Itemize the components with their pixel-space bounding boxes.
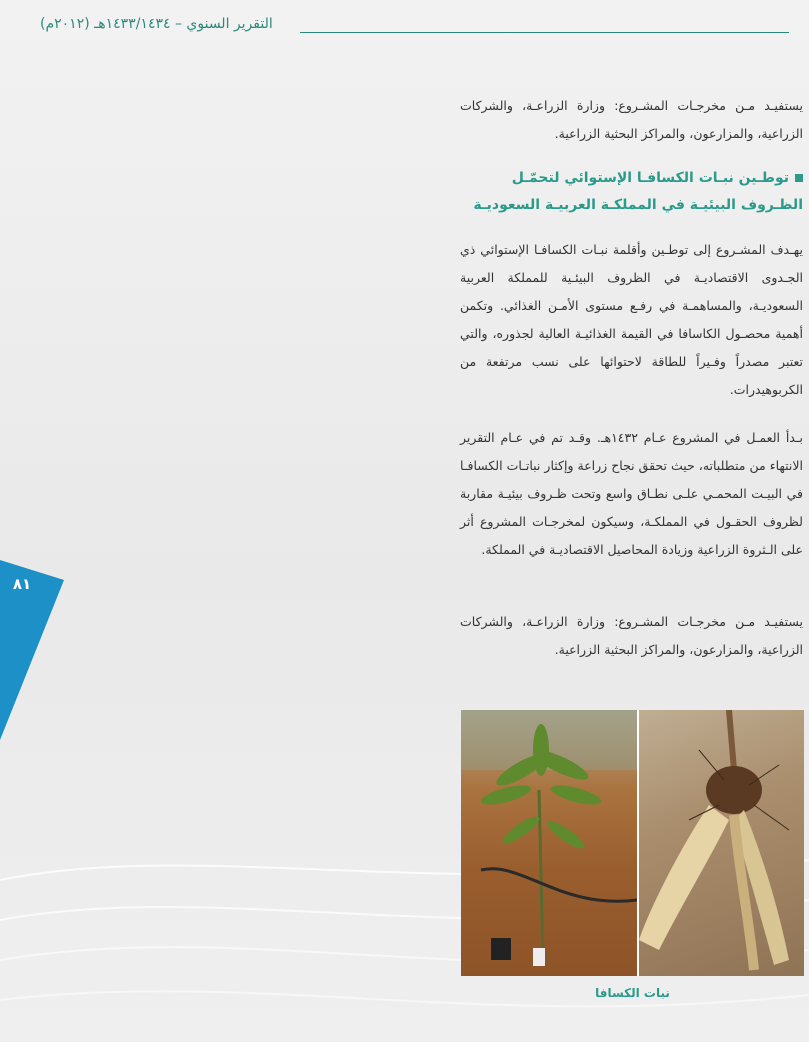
photo-caption: نبات الكسافا (595, 986, 670, 1000)
paragraph-beneficiaries-2 (460, 608, 803, 664)
cassava-plant-image (461, 710, 637, 976)
paragraph-text: يستفيـد مـن مخرجـات المشـروع: وزارة الزراعـة، والشركات الزراعية، والمزارعون، والمراكز البحثية الزراعية. (460, 98, 803, 141)
report-header-title: التقرير السنوي – ١٤٣٣/١٤٣٤هـ (٢٠١٢م) (40, 16, 273, 32)
paragraph-beneficiaries-1 (460, 92, 803, 148)
paragraph-text: بـدأ العمـل في المشروع عـام ١٤٣٢هـ. وقـد تم في عـام التقرير الانتهاء من متطلباته، حيث تحقق نجاح زراعة وإكثار نباتـات الكسافـا في البيـت المحمـي علـى نطـاق واسع وتحت ظـروف بيئيـة مقاربة لظروف الحقـول في المملكـة، وسيكون لمخرجـات المشروع أثر على الـثروة الزراعية وزيادة المحاصيل الاقتصاديـة في المملكة. (460, 430, 803, 557)
paragraph-progress (460, 424, 803, 564)
cassava-photo (461, 710, 804, 976)
paragraph-text: يهـدف المشـروع إلى توطـين وأقلمة نبـات الكسافـا الإستوائي ذي الجـدوى الاقتصاديـة في الظروف البيئـية للمملكة العربية السعوديـة، والمساهمـة في رفـع مستوى الأمـن الغذائي. وتكمن أهمية محصـول الكاسافا في القيمة الغذائيـة العالية لجذوره، والتي تعتبر مصدراً وفـيراً للطاقة لاحتوائها على نسب مرتفعة من الكربوهيدرات. (460, 242, 803, 397)
paragraph-objective (460, 236, 803, 404)
header-rule (300, 32, 789, 33)
section-heading (460, 165, 803, 219)
square-bullet-icon (795, 174, 803, 182)
cassava-root-image (639, 710, 804, 976)
page-number: ٨١ (12, 575, 32, 593)
section-heading-text: توطـين نبـات الكسافـا الإستوائي لتحمّـل الظـروف البيئيـة في المملكـة العربيـة السعوديـة (473, 170, 803, 213)
cassava-plant-drawing (461, 710, 637, 976)
paragraph-text: يستفيـد مـن مخرجـات المشـروع: وزارة الزراعـة، والشركات الزراعية، والمزارعون، والمراكز البحثية الزراعية. (460, 614, 803, 657)
cassava-root-drawing (639, 710, 804, 976)
